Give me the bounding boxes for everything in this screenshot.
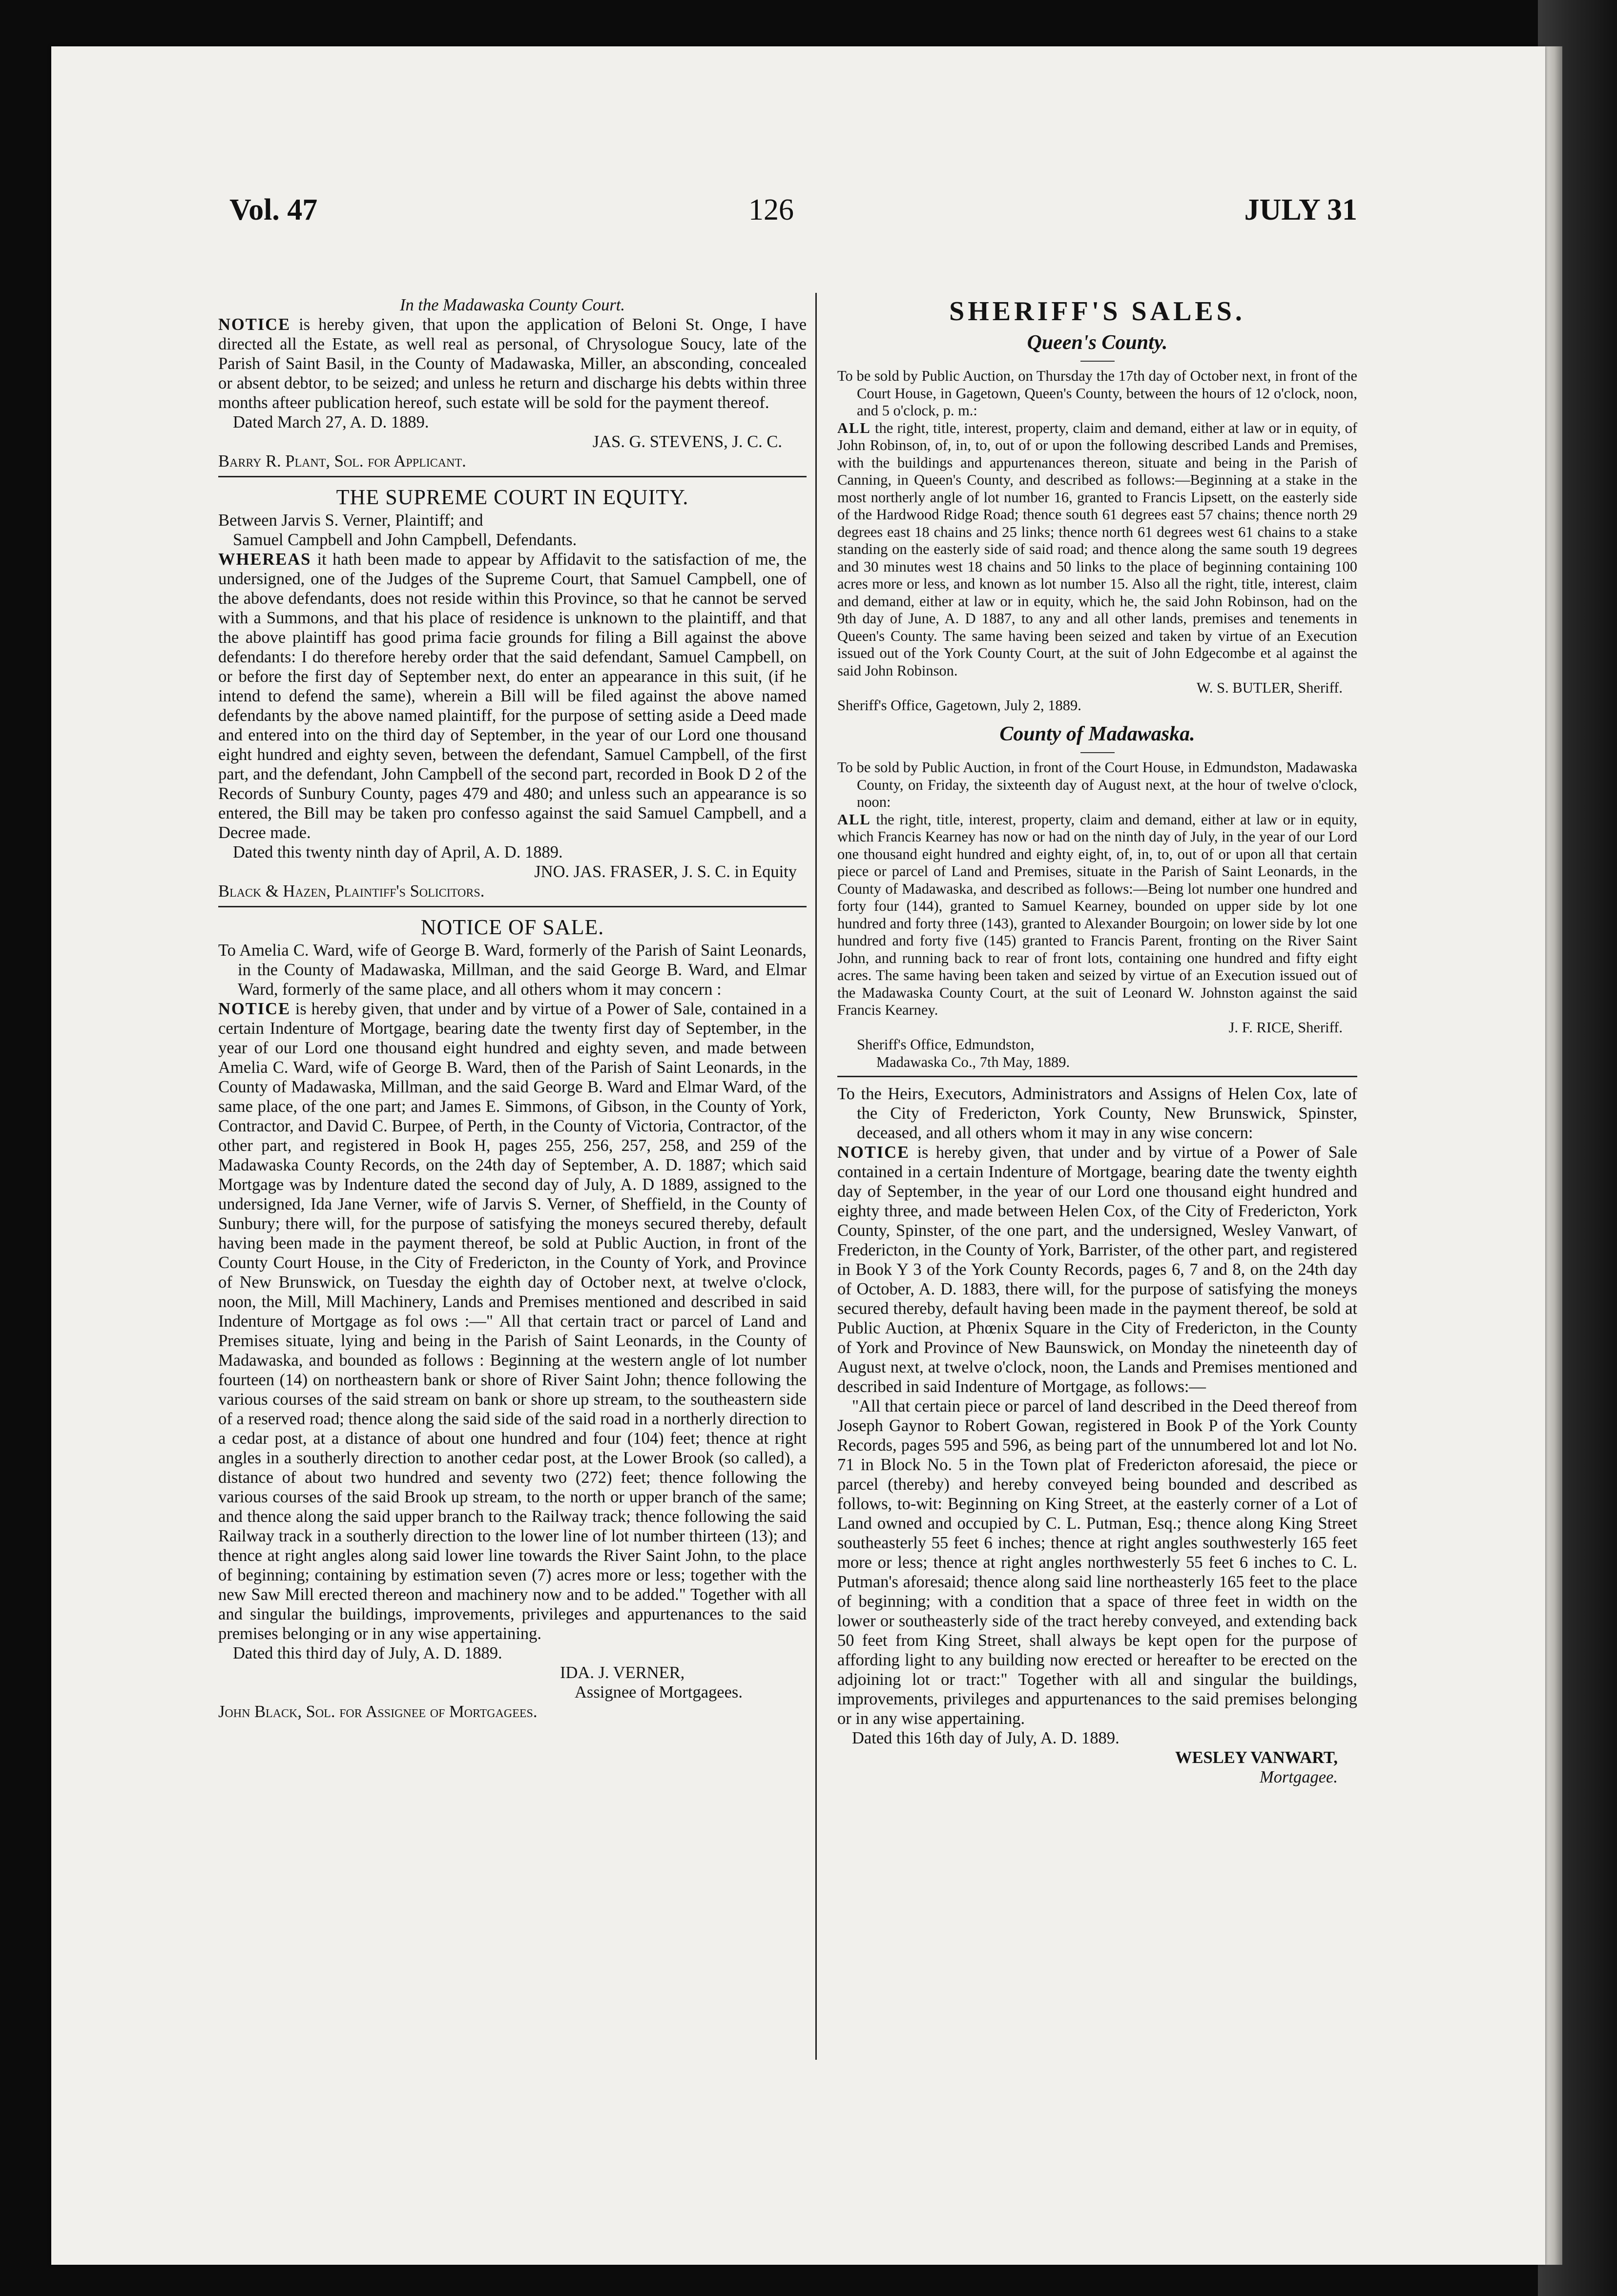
- queens-office: Sheriff's Office, Gagetown, July 2, 1889.: [837, 697, 1081, 714]
- queens-intro: To be sold by Public Auction, on Thursday the 17th day of October next, in front of the Court House, in Gagetown, Queen's County, between the hours of 12 o'clock, noon, and 5 o'clock, p. m.:: [837, 368, 1357, 419]
- sale-paragraph: [218, 999, 807, 1643]
- heirs-body: is hereby given, that under and by virtue of a Power of Sale contained in a certain Indenture of Mortgage, bearing date the twenty eighth day of September, in the year of our Lord one thousand eight hundred and eighty three, and made between Helen Cox, of the City of Fredericton, York County, Spinster, of the one part, and the undersigned, Wesley Vanwart, of Fredericton, in the County of York, Barrister, of the other part, and registered in Book Y 3 of the York County Records, pages 6, 7 and 8, on the 24th day of October, A. D. 1883, there will, for the purpose of satisfying the moneys secured thereby, default having been made in the payment thereof, be sold at Public Auction, at Phœnix Square in the City of Fredericton, in the County of York and Province of New Baunswick, on Monday the nineteenth day of August next, at twelve o'clock, noon, the Lands and Premises mentioned and described in said Indenture of Mortgage, as follows:—: [837, 1143, 1358, 1396]
- notice-solicitor: Barry R. Plant, Sol. for Applicant.: [218, 452, 466, 471]
- heirs-paragraph: [837, 1143, 1357, 1396]
- volume-label: Vol. 47: [229, 193, 318, 226]
- sale-signer-title: Assignee of Mortgagees.: [575, 1683, 743, 1702]
- equity-paragraph: [218, 550, 807, 842]
- page-number: 126: [748, 193, 794, 226]
- sale-signer: IDA. J. VERNER,: [560, 1663, 685, 1682]
- madawaska-paragraph: [837, 811, 1357, 1019]
- lead-word: NOTICE: [837, 1143, 910, 1162]
- heirs-signer: WESLEY VANWART,: [1175, 1748, 1338, 1767]
- madawaska-body: the right, title, interest, property, claim and demand, either at law or in equity, which Francis Kearney has now or had on the ninth day of July, in the year of our Lord one thousand eight hundred and eighty eight, of, in, to, out of or upon all that certain piece or parcel of Land and Premises, situate in the Parish of Saint Leonards, in the County of Madawaska, and described as follows:—Being lot number one hundred and forty four (144), granted to Samuel Kearney, bounded on upper side by lot one hundred and forty three (143), granted to Alexander Bourgoin; on lower side by lot one hundred and forty five (145) granted to Francis Parent, fronting on the River Saint John, and running back to rear of front lots, containing one hundred and fifty eight acres. The same having been taken and seized by virtue of an Execution issued out of the Madawaska County Court, at the suit of Leonard W. Johnston against the said Francis Kearney.: [837, 811, 1357, 1018]
- queens-county-sale: [837, 328, 1357, 714]
- queens-signer: W. S. BUTLER, Sheriff.: [1196, 679, 1343, 696]
- equity-body: it hath been made to appear by Affidavit to the satisfaction of me, the undersigned, one of the Judges of the Supreme Court, that Samuel Campbell, one of the above defendants, does not reside within this Province, so that he cannot be served with a Summons, and that his place of residence is unknown to the plaintiff, and that the above plaintiff has good prima facie grounds for filing a Bill against the above defendants: I do therefore hereby order that the said defendant, Samuel Campbell, on or before the first day of September next, do enter an appearance in this suit, (if he intend to defend the same), wherein a Bill will be filed against the above named defendants by the above named plaintiff, for the purpose of setting aside a Deed made and entered into on the third day of September, in the year of our Lord one thousand eight hundred and eighty seven, between the defendant, Samuel Campbell, of the first part, and the defendant, John Campbell of the second part, recorded in Book D 2 of the Records of Sunbury County, pages 479 and 480; and unless such an appearance is so entered, the Bill may be taken pro confesso against the said Samuel Campbell, and a Decree made.: [218, 550, 807, 842]
- madawaska-county-sale: [837, 719, 1357, 1071]
- madawaska-county-heading: County of Madawaska.: [999, 723, 1195, 745]
- sale-heading: NOTICE OF SALE.: [420, 915, 604, 939]
- heirs-address: To the Heirs, Executors, Administrators and Assigns of Helen Cox, late of the City of Fredericton, York County, New Brunswick, Spinster, deceased, and all others whom it may in any wise concern:: [837, 1085, 1357, 1142]
- column-divider: [815, 293, 817, 2060]
- notice-paragraph: [218, 315, 807, 412]
- court-heading: In the Madawaska County Court.: [400, 296, 625, 314]
- notice-of-sale: [218, 914, 807, 1722]
- lead-word: NOTICE: [218, 1000, 291, 1018]
- lead-word: ALL: [837, 811, 871, 828]
- short-rule: [1080, 361, 1115, 362]
- issue-date: JULY 31: [1244, 193, 1357, 226]
- newspaper-page: [51, 46, 1545, 2265]
- queens-county-heading: Queen's County.: [1027, 331, 1168, 354]
- sale-solicitor: John Black, Sol. for Assignee of Mortgagees.: [218, 1702, 538, 1721]
- notice-dated: Dated March 27, A. D. 1889.: [233, 413, 429, 431]
- equity-heading: THE SUPREME COURT IN EQUITY.: [336, 485, 689, 509]
- heirs-dated: Dated this 16th day of July, A. D. 1889.: [852, 1729, 1119, 1747]
- lead-word: ALL: [837, 419, 871, 436]
- madawaska-office-2: Madawaska Co., 7th May, 1889.: [876, 1053, 1070, 1070]
- madawaska-intro: To be sold by Public Auction, in front of the Court House, in Edmundston, Madawaska County, on Friday, the sixteenth day of August next, at the hour of twelve o'clock, noon:: [837, 759, 1357, 810]
- right-column: [837, 295, 1357, 1787]
- heirs-quote: "All that certain piece or parcel of land described in the Deed thereof from Joseph Gaynor to Robert Gowan, registered in Book P of the York County Records, pages 595 and 596, as being part of the unnumbered lot and lot No. 71 in Block No. 5 in the Town plat of Fredericton aforesaid, the piece or parcel (thereby) and hereby conveyed being bounded and described as follows, to-wit: Beginning on King Street, at the easterly corner of a Lot of Land owned and occupied by C. L. Putman, Esq.; thence along King Street southeasterly 55 feet 6 inches; thence at right angles southwesterly 165 feet more or less; thence at right angles northwesterly 55 feet 6 inches to C. L. Putman's aforesaid; thence along said line northeasterly 165 feet to the place of beginning; with a condition that a space of three feet in width on the lower or southeasterly side of the tract hereby conveyed, and extending back 50 feet from King Street, shall always be kept open for the purpose of affording light to any building now erected or hereafter to be erected on the adjoining lot or tract:" Together with all and singular the buildings, improvements, privileges and appurtenances to the said premises belonging or in any wise appertaining.: [837, 1397, 1357, 1728]
- equity-parties-2: Samuel Campbell and John Campbell, Defendants.: [233, 531, 577, 549]
- section-rule: [837, 1076, 1357, 1077]
- lead-word: WHEREAS: [218, 550, 311, 569]
- section-rule: [218, 906, 807, 907]
- notice-body: is hereby given, that upon the application of Beloni St. Onge, I have directed all the Estate, as well real as personal, of Chrysologue Soucy, late of the Parish of Saint Basil, in the County of Madawaska, Miller, an absconding, concealed or absent debtor, to be seized; and unless he return and discharge his debts within three months afteer publication hereof, such estate will be sold for the payment thereof.: [218, 315, 807, 412]
- sale-body: is hereby given, that under and by virtue of a Power of Sale, contained in a certain Indenture of Mortgage, bearing date the twenty first day of September, in the year of our Lord one thousand eight hundred and eighty seven, and made between Amelia C. Ward, wife of George B. Ward, then of the Parish of Saint Leonards, in the County of Madawaska, Millman, and the said George B. Ward and Elmar Ward, of the same place, of the one part; and James E. Simmons, of Gibson, in the County of York, Contractor, and David C. Burpee, of Perth, in the County of Victoria, Contractor, of the other part, and registered in Book H, pages 255, 256, 257, 258, and 259 of the Madawaska County Records, on the 24th day of September, A. D. 1887; which said Mortgage was by Indenture dated the second day of July, A. D 1889, assigned to the undersigned, Ida Jane Verner, wife of Jarvis S. Verner, of Sheffield, in the County of Sunbury; there will, for the purpose of satisfying the moneys secured thereby, default having been made in the payment thereof, be sold at Public Auction, in front of the County Court House, in the City of Fredericton, in the County of York, and Province of New Brunswick, on Tuesday the eighth day of October next, at twelve o'clock, noon, the Mill, Mill Machinery, Lands and Premises mentioned and described in said Indenture of Mortgage as fol ows :—" All that certain tract or parcel of Land and Premises situate, lying and being in the Parish of Saint Leonards, in the County of Madawaska, and bounded as follows : Beginning at the western angle of lot number fourteen (14) on northeastern bank or shore of River Saint John; thence following the various courses of the said stream on bank or shore up stream, to the southeastern side of a reserved road; thence along the said side of the said road in a northerly direction to a cedar post, at a distance of about one hundred and four (104) feet; thence at right angles in a southerly direction to another cedar post, at the Lower Brook (so called), a distance of about two hundred and seventy two (272) feet; thence following the various courses of the said Brook up stream, to the north or upper branch of the same; and thence along the said upper branch to the Railway track; thence following the said Railway track in a southerly direction to the lower line of lot number thirteen (13); and thence at right angles along said lower line towards the River Saint John, to the place of beginning; containing by estimation seven (7) acres more or less; together with the new Saw Mill erected thereon and machinery now and to be added." Together with all and singular the buildings, improvements, privileges and appurtenances to the said premises belonging or in any wise appertaining.: [218, 1000, 807, 1643]
- sale-dated: Dated this third day of July, A. D. 1889.: [233, 1644, 502, 1662]
- helen-cox-notice: [837, 1084, 1357, 1787]
- equity-signer: JNO. JAS. FRASER, J. S. C. in Equity: [534, 862, 797, 881]
- madawaska-signer: J. F. RICE, Sheriff.: [1228, 1019, 1343, 1036]
- notice-signer: JAS. G. STEVENS, J. C. C.: [592, 432, 782, 451]
- left-column: [218, 295, 807, 1722]
- sale-address: To Amelia C. Ward, wife of George B. Ward, formerly of the Parish of Saint Leonards, in the County of Madawaska, Millman, and the said George B. Ward, and Elmar Ward, formerly of the same place, and all others whom it may concern :: [218, 941, 807, 999]
- madawaska-office-1: Sheriff's Office, Edmundston,: [857, 1036, 1035, 1053]
- lead-word: NOTICE: [218, 315, 291, 334]
- equity-dated: Dated this twenty ninth day of April, A. D. 1889.: [233, 843, 563, 861]
- spacer: [837, 714, 1357, 719]
- supreme-court-notice: [218, 484, 807, 901]
- equity-solicitor: Black & Hazen, Plaintiff's Solicitors.: [218, 882, 485, 901]
- madawaska-court-notice: [218, 295, 807, 471]
- queens-body: the right, title, interest, property, claim and demand, either at law or in equity, of John Robinson, of, in, to, out of or upon the following described Lands and Premises, with the buildings and appurtenances thereon, situate and being in the Parish of Canning, in Queen's County, and described as follows:—Beginning at a stake in the most northerly angle of lot number 16, granted to Francis Lipsett, on the easterly side of the Hardwood Ridge Road; thence south 61 degrees east 57 chains; thence north 29 degrees east 18 chains and 25 links; thence north 61 degrees west 61 chains to a stake standing on the easterly side of said road; and thence along the same south 19 degrees and 30 minutes west 18 chains and 50 links to the place of beginning containing 100 acres more or less, and known as lot number 15. Also all the right, title, interest, claim and demand, either at law or in equity, which he, the said John Robinson, had on the 9th day of June, A. D 1887, to any and all other lands, premises and tenements in Queen's County. The same having been seized and taken by virtue of an Execution issued out of the York County Court, at the suit of John Edgecombe et al against the said John Robinson.: [837, 419, 1357, 679]
- heirs-signer-title: Mortgagee.: [1259, 1768, 1338, 1786]
- short-rule: [1080, 752, 1115, 753]
- queens-paragraph: [837, 420, 1357, 680]
- sheriffs-sales-heading: SHERIFF'S SALES.: [949, 296, 1245, 327]
- page-edge: [1543, 46, 1562, 2265]
- equity-parties-1: Between Jarvis S. Verner, Plaintiff; and: [218, 511, 483, 530]
- section-rule: [218, 476, 807, 477]
